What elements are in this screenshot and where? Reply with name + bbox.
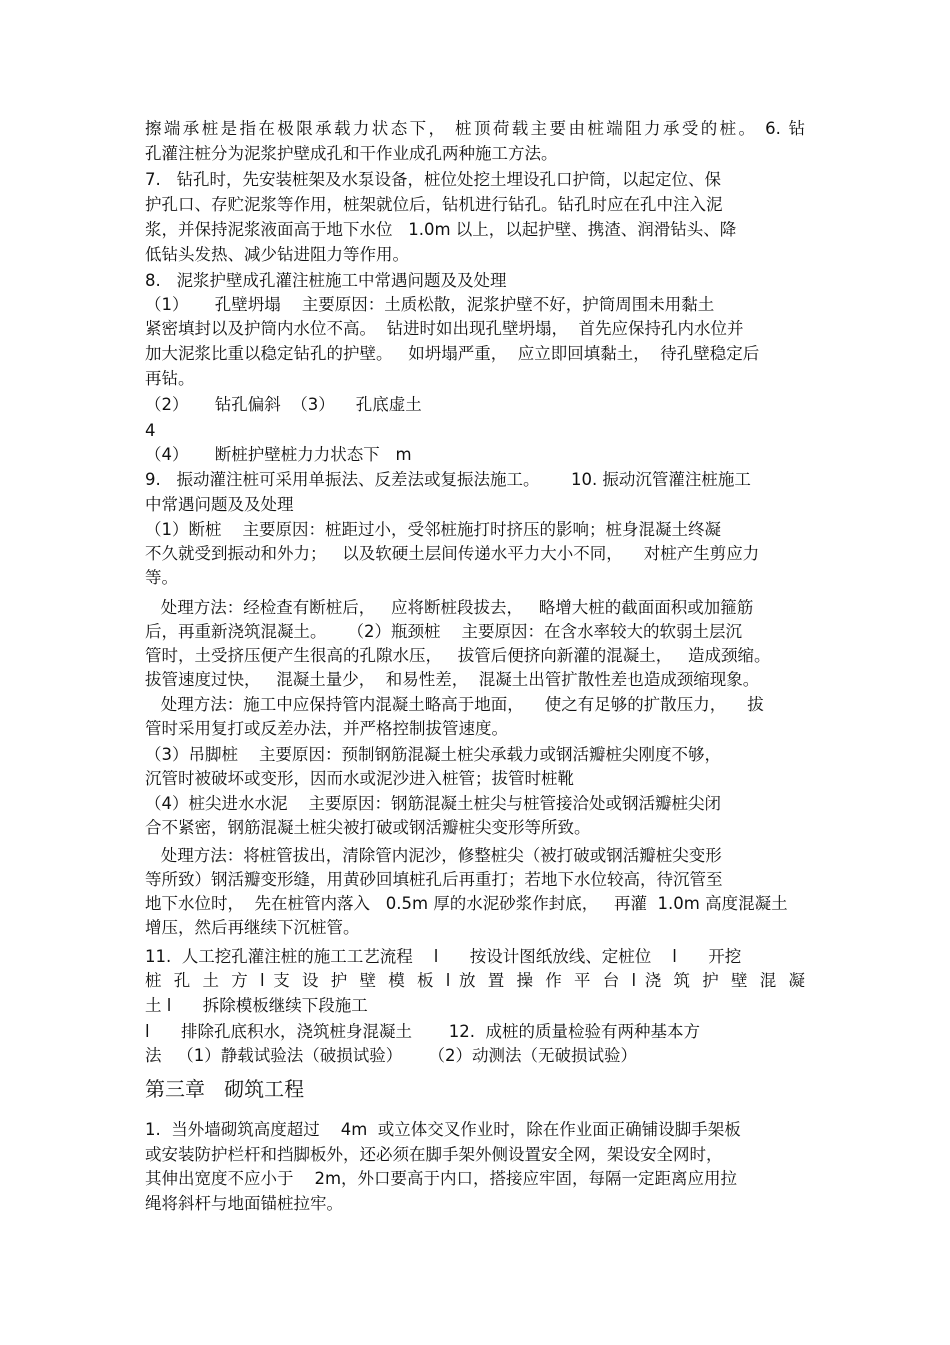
text-line: 增压，然后再继续下沉桩管。	[145, 918, 360, 937]
text-line: 处理方法：将桩管拔出，清除管内泥沙，修整桩尖（被打破或钢活瓣桩尖变形	[145, 846, 722, 865]
text-line: 法 （1）静载试验法（破损试验） （2）动测法（无破损试验）	[145, 1046, 637, 1065]
text-line: 低钻头发热、减少钻进阻力等作用。	[145, 245, 409, 264]
text-line: （1） 孔壁坍塌 主要原因：土质松散，泥浆护壁不好，护筒周围未用黏土	[145, 295, 715, 314]
text-line: 不久就受到振动和外力； 以及软硬土层间传递水平力大小不同， 对桩产生剪应力	[145, 544, 760, 563]
text-line: l 排除孔底积水，浇筑桩身混凝土 12. 成桩的质量检验有两种基本方	[145, 1022, 700, 1041]
chapter-heading: 第三章 砌筑工程	[145, 1077, 305, 1101]
text-line: 土 l 拆除模板继续下段施工	[145, 996, 368, 1015]
text-line: 11. 人工挖孔灌注桩的施工工艺流程 l 按设计图纸放线、定桩位 l 开挖	[145, 947, 742, 966]
text-line: （4）桩尖进水水泥 主要原因：钢筋混凝土桩尖与桩管接洽处或钢活瓣桩尖闭	[145, 794, 721, 813]
text-line: 等所致）钢活瓣变形缝，用黄砂回填桩孔后再重打；若地下水位较高，待沉管至	[145, 870, 723, 889]
text-line: 再钻。	[145, 369, 195, 388]
text-line: 管时采用复打或反差办法，并严格控制拔管速度。	[145, 719, 508, 738]
text-line: 护孔口、存贮泥浆等作用，桩架就位后，钻机进行钻孔。钻孔时应在孔中注入泥	[145, 195, 723, 214]
text-line: 或安装防护栏杆和挡脚板外，还必须在脚手架外侧设置安全网，架设安全网时，	[145, 1145, 723, 1164]
text-line: 绳将斜杆与地面锚桩拉牢。	[145, 1194, 343, 1213]
text-line: 处理方法：经检查有断桩后， 应将断桩段拔去， 略增大桩的截面面积或加箍筋	[145, 598, 754, 617]
text-line: 管时，土受挤压便产生很高的孔隙水压， 拔管后便挤向新灌的混凝土， 造成颈缩。	[145, 646, 771, 665]
text-line: 9. 振动灌注桩可采用单振法、反差法或复振法施工。 10. 振动沉管灌注桩施工	[145, 470, 751, 489]
text-line: 其伸出宽度不应小于 2m，外口要高于内口，搭接应牢固，每隔一定距离应用拉	[145, 1169, 738, 1188]
text-line: 孔灌注桩分为泥浆护壁成孔和干作业成孔两种施工方法。	[145, 144, 558, 163]
text-line: 拔管速度过快， 混凝土量少， 和易性差， 混凝土出管扩散性差也造成颈缩现象。	[145, 670, 760, 689]
text-line: 等。	[145, 568, 178, 587]
text-line: 桩 孔 土 方 l 支 设 护 壁 模 板 l 放 置 操 作 平 台 l 浇 筑 护 壁 混 凝	[145, 971, 805, 990]
text-line: 处理方法：施工中应保持管内混凝土略高于地面， 使之有足够的扩散压力， 拔	[145, 695, 764, 714]
text-line: 加大泥浆比重以稳定钻孔的护壁。 如坍塌严重， 应立即回填黏土， 待孔壁稳定后	[145, 344, 760, 363]
text-line: （1）断桩 主要原因：桩距过小，受邻桩施打时挤压的影响；桩身混凝土终凝	[145, 520, 721, 539]
text-line: 后，再重新浇筑混凝土。 （2）瓶颈桩 主要原因：在含水率较大的软弱土层沉	[145, 622, 742, 641]
text-line: 紧密填封以及护筒内水位不高。 钻进时如出现孔壁坍塌， 首先应保持孔内水位并	[145, 319, 744, 338]
text-line: 浆，并保持泥浆液面高于地下水位 1.0m 以上，以起护壁、携渣、润滑钻头、降	[145, 220, 737, 239]
text-line: 4	[145, 421, 156, 440]
text-line: 7. 钻孔时，先安装桩架及水泵设备，桩位处挖土埋设孔口护筒，以起定位、保	[145, 170, 721, 189]
text-line: 擦端承桩是指在极限承载力状态下， 桩顶荷载主要由桩端阻力承受的桩。 6. 钻	[145, 119, 805, 138]
text-line: 中常遇问题及及处理	[145, 495, 294, 514]
text-line: 沉管时被破坏或变形，因而水或泥沙进入桩管；拔管时桩靴	[145, 769, 574, 788]
text-line: 1. 当外墙砌筑高度超过 4m 或立体交叉作业时，除在作业面正确铺设脚手架板	[145, 1120, 741, 1139]
text-line: （3）吊脚桩 主要原因：预制钢筋混凝土桩尖承载力或钢活瓣桩尖刚度不够，	[145, 745, 721, 764]
text-line: 合不紧密，钢筋混凝土桩尖被打破或钢活瓣桩尖变形等所致。	[145, 818, 591, 837]
text-line: （4） 断桩护壁桩力力状态下 m	[145, 445, 412, 464]
text-line: 地下水位时， 先在桩管内落入 0.5m 厚的水泥砂浆作封底， 再灌 1.0m 高度混凝土	[145, 894, 788, 913]
text-line: （2） 钻孔偏斜 （3） 孔底虚土	[145, 395, 422, 414]
text-line: 8. 泥浆护壁成孔灌注桩施工中常遇问题及及处理	[145, 271, 507, 290]
